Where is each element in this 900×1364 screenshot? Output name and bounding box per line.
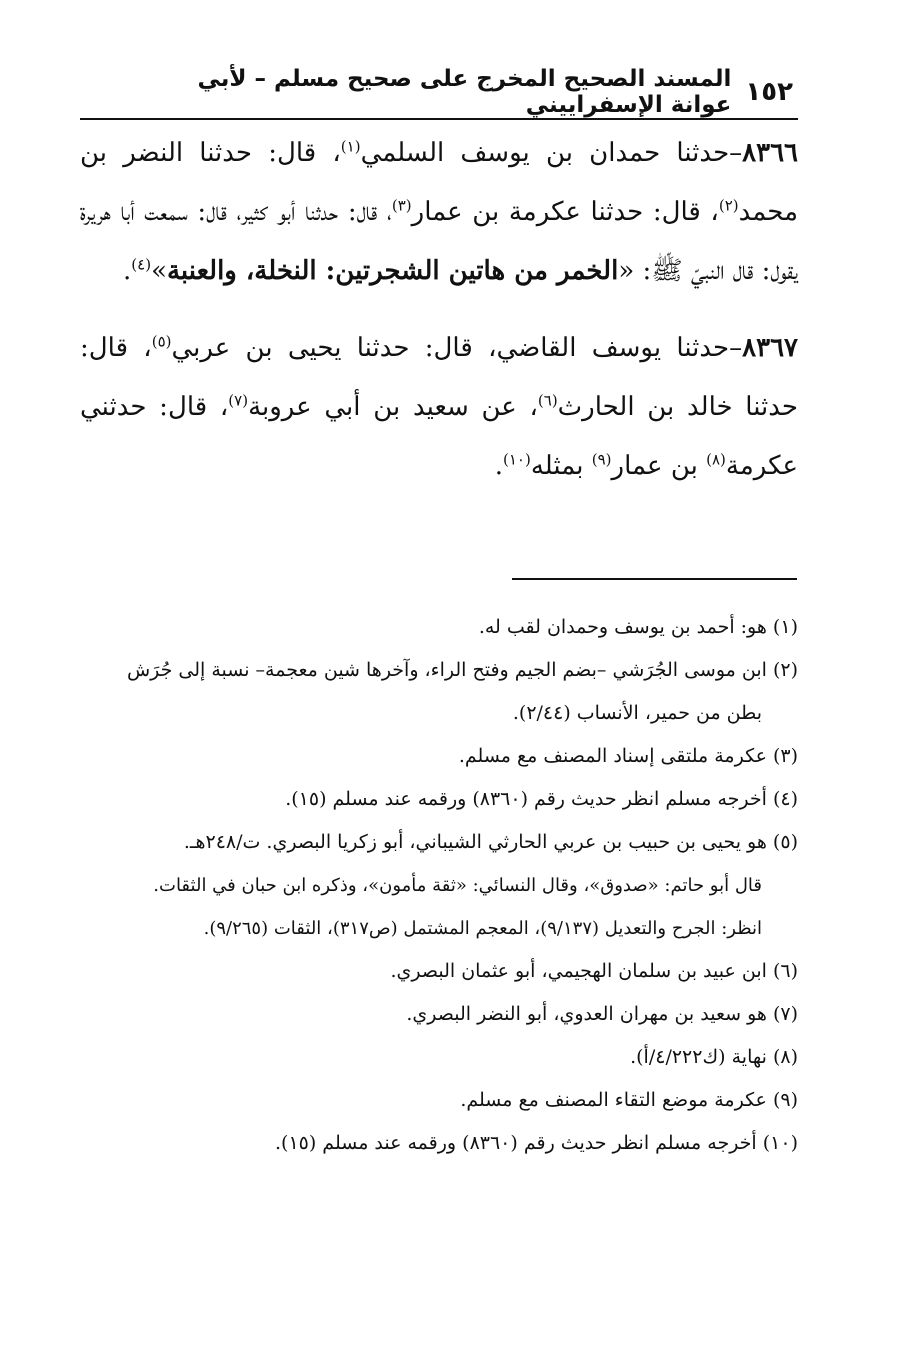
hadith-text: –حدثنا يوسف القاضي، قال: حدثنا يحيى بن عربي [171, 333, 743, 363]
footnote-8: (٨) نهاية (ك٤/٢٢٢/أ). [630, 1046, 798, 1068]
hadith-text: بمثله [530, 451, 592, 481]
hadith-text: . [494, 451, 503, 481]
hadith-number: ٨٣٦٧ [742, 333, 798, 363]
hadith-8366 [80, 124, 798, 301]
footnote-ref: (١) [340, 137, 361, 156]
footnote-continuation: بطن من حمير، الأنساب (٢/٤٤). [512, 702, 762, 724]
hadith-text: . [123, 256, 132, 286]
footnote-ref: (٢) [718, 196, 739, 215]
footnote-4: (٤) أخرجه مسلم انظر حديث رقم (٨٣٦٠) ورقمه عند مسلم (١٥). [285, 788, 798, 810]
hadith-text: ، قال: حدثنا خالد بن الحارث [80, 333, 798, 422]
hadith-text: ، قال: حدثني عكرمة [80, 392, 798, 481]
footnote-3: (٣) عكرمة ملتقى إسناد المصنف مع مسلم. [458, 745, 798, 767]
hadith-text: ، عن سعيد بن أبي عروبة [248, 392, 538, 422]
footnote-7: (٧) هو سعيد بن مهران العدوي، أبو النضر البصري. [406, 1003, 798, 1025]
page-number: ١٥٢ [745, 77, 793, 107]
footnote-text: (٢) ابن موسى الجُرَشي –بضم الجيم وفتح الراء، وآخرها شين معجمة– نسبة إلى جُرَش [126, 659, 798, 681]
footnote-ref: (٧) [228, 391, 249, 410]
footnote-10: (١٠) أخرجه مسلم انظر حديث رقم (٨٣٦٠) ورقمه عند مسلم (١٥). [274, 1132, 798, 1154]
footnote-ref: (٤) [131, 255, 152, 274]
running-header [148, 66, 793, 118]
hadith-matn: الخمر من هاتين الشجرتين: النخلة، والعنبة [166, 256, 619, 286]
hadith-text: ، قال: حدثنا عكرمة بن عمار [411, 197, 719, 227]
hadith-text: بن عمار [611, 451, 707, 481]
hadith-text: ، قال: حدثنا النضر بن محمد [80, 138, 798, 227]
footnote-5-note: قال أبو حاتم: «صدوق»، وقال النسائي: «ثقة مأمون»، وذكره ابن حبان في الثقات. [153, 875, 762, 896]
hadith-text: ، قال: حدثنا أبو كثير، قال: سمعت أبا هريرة يقول: قال النبيّ ﷺ: « [80, 197, 798, 286]
header-rule [80, 118, 798, 120]
footnote-9: (٩) عكرمة موضع التقاء المصنف مع مسلم. [460, 1089, 798, 1111]
main-text [80, 124, 798, 514]
book-title: المسند الصحيح المخرج على صحيح مسلم – لأبي عوانة الإسفراييني [197, 66, 732, 118]
hadith-text: –حدثنا حمدان بن يوسف السلمي [360, 138, 743, 168]
footnotes [80, 606, 798, 1165]
footnote-ref: (٥) [151, 332, 172, 351]
footnote-ref: (٩) [591, 450, 612, 469]
footnote-ref: (١٠) [502, 450, 531, 469]
footnote-5: (٥) هو يحيى بن حبيب بن عربي الحارثي الشيباني، أبو زكريا البصري. ت/٢٤٨هـ. [183, 831, 798, 853]
footnote-ref: (٨) [706, 450, 726, 469]
footnote-ref: (٣) [391, 196, 412, 215]
footnote-divider [512, 578, 797, 580]
footnote-1: (١) هو: أحمد بن يوسف وحمدان لقب له. [478, 616, 798, 638]
footnote-ref: (٦) [537, 391, 558, 410]
footnote-5-sources: انظر: الجرح والتعديل (٩/١٣٧)، المعجم المشتمل (ص٣١٧)، الثقات (٩/٢٦٥). [203, 918, 762, 939]
hadith-number: ٨٣٦٦ [742, 138, 798, 168]
footnote-2 [80, 649, 798, 735]
hadith-8367 [80, 319, 798, 496]
hadith-text: » [151, 256, 167, 286]
footnote-6: (٦) ابن عبيد بن سلمان الهجيمي، أبو عثمان البصري. [390, 960, 798, 982]
